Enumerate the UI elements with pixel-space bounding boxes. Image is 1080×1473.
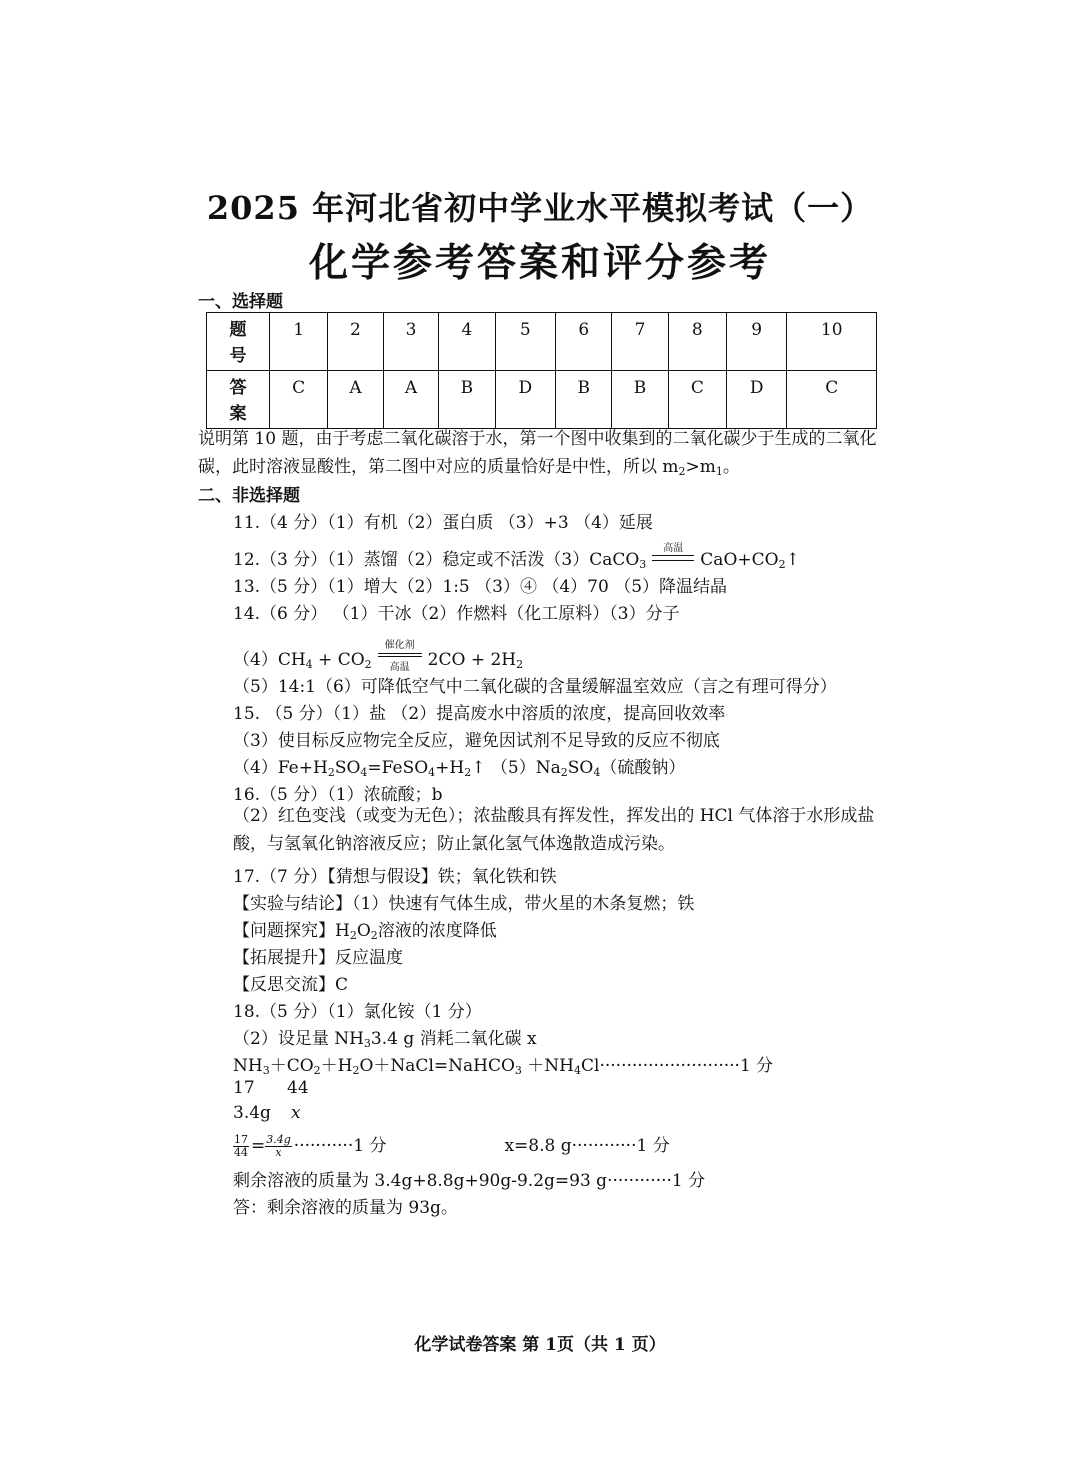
subscript: 2	[327, 766, 335, 779]
subscript: 2	[516, 658, 524, 671]
exam-title: 2025 年河北省初中学业水平模拟考试（一）	[206, 189, 874, 227]
molar-mass-nh3: 17	[233, 1078, 255, 1098]
table-cell: 3	[383, 313, 439, 371]
molar-mass-row	[233, 1078, 309, 1098]
answer-text: 2CO + 2H	[427, 650, 517, 670]
subscript: 4	[593, 766, 601, 779]
mass-row	[233, 1103, 301, 1123]
answer-18: 18.（5 分）（1）氯化铵（1 分）	[233, 1002, 482, 1022]
answer-text: Cl··························1 分	[581, 1056, 774, 1076]
subscript: 1	[715, 465, 723, 478]
subscript: 4	[360, 766, 368, 779]
table-cell: C	[270, 371, 328, 429]
subscript: 3	[639, 558, 647, 571]
table-row-answers	[207, 371, 877, 429]
answer-text: +H	[435, 758, 465, 778]
subscript: 2	[560, 766, 568, 779]
fraction	[265, 1134, 292, 1159]
fraction-denominator: 44	[234, 1146, 248, 1159]
answer-text: ↑	[785, 550, 800, 570]
answer-17-extension: 【拓展提升】反应温度	[233, 948, 403, 968]
answer-13: 13.（5 分）（1）增大（2）1:5 （3）④ （4）70 （5）降温结晶	[233, 577, 728, 597]
table-cell: 8	[668, 313, 726, 371]
molar-mass-co2: 44	[287, 1078, 309, 1098]
table-cell: C	[787, 371, 877, 429]
answer-11: 11.（4 分）（1）有机（2）蛋白质 （3）+3 （4）延展	[233, 513, 653, 533]
equals-sign: =	[251, 1136, 266, 1156]
answer-12	[233, 545, 800, 570]
answer-text: （4）Fe+H	[233, 758, 328, 778]
fraction-numerator: 17	[234, 1133, 248, 1146]
table-cell: D	[726, 371, 786, 429]
table-cell: 10	[787, 313, 877, 371]
table-cell: B	[612, 371, 668, 429]
subscript: 2	[352, 1064, 360, 1077]
answer-text: （2）设足量 NH	[233, 1029, 364, 1049]
ratio-row	[233, 1131, 670, 1159]
subscript: 2	[349, 929, 357, 942]
answer-text: =FeSO	[367, 758, 429, 778]
answer-text: O＋NaCl=NaHCO	[359, 1056, 515, 1076]
subscript: 2	[313, 1064, 321, 1077]
condition-label: 高温	[663, 543, 684, 554]
row-header-answer	[207, 371, 270, 429]
note-text: 说明第 10 题，由于考虑二氧化碳溶于水，第一个图中收集到的二氧化碳少于生成的二氧化碳，此时溶液显酸性，第二图中对应的质量恰好是中性，所以 m	[198, 429, 877, 477]
table-cell: 1	[270, 313, 328, 371]
reaction-condition	[650, 543, 696, 565]
answer-17-experiment: 【实验与结论】（1）快速有气体生成，带火星的木条复燃；铁	[233, 894, 695, 914]
subscript: 4	[574, 1064, 582, 1077]
section-heading-choice: 一、选择题	[198, 292, 283, 312]
remaining-solution-calc: 剩余溶液的质量为 3.4g+8.8g+90g-9.2g=93 g············1 分	[233, 1171, 706, 1191]
answer-text: SO	[567, 758, 594, 778]
table-cell: A	[328, 371, 384, 429]
table-cell: 9	[726, 313, 786, 371]
answer-16-2: （2）红色变浅（或变为无色）；浓盐酸具有挥发性，挥发出的 HCl 气体溶于水形成盐酸，与氢氧化钠溶液反应；防止氯化氢气体逸散造成污染。	[233, 806, 875, 854]
table-cell: D	[495, 371, 555, 429]
table-cell: 5	[495, 313, 555, 371]
row-header-question	[207, 313, 270, 371]
table-cell: 7	[612, 313, 668, 371]
subscript: 2	[678, 465, 686, 478]
answer-18-2	[233, 1024, 537, 1049]
answer-text: ＋NH	[521, 1056, 575, 1076]
subscript: 4	[428, 766, 436, 779]
answer-text: 【问题探究】H	[233, 921, 350, 941]
table-cell: 6	[556, 313, 612, 371]
table-cell: A	[383, 371, 439, 429]
answer-text: SO	[334, 758, 361, 778]
answer-14: 14.（6 分） （1）干冰（2）作燃料（化工原料）（3）分子	[233, 604, 680, 624]
table-cell: B	[439, 371, 495, 429]
answer-16: 16.（5 分）（1）浓硫酸；b	[233, 785, 443, 805]
condition-label-top: 催化剂	[384, 639, 415, 651]
subscript: 3	[262, 1064, 270, 1077]
answer-14-5: （5）14:1（6）可降低空气中二氧化碳的含量缓解温室效应（言之有理可得分）	[233, 677, 837, 697]
answer-table	[206, 312, 877, 429]
answer-text: O	[356, 921, 371, 941]
subscript: 2	[464, 766, 472, 779]
note-text: >m	[685, 457, 716, 477]
answer-17-reflection: 【反思交流】C	[233, 975, 349, 995]
row-header-question-text: 题号	[229, 320, 247, 366]
condition-label-bottom: 高温	[389, 661, 410, 673]
answer-key-title: 化学参考答案和评分参考	[308, 240, 771, 286]
mass-nh3: 3.4g	[233, 1103, 271, 1123]
mass-x: x	[291, 1103, 301, 1123]
subscript: 3	[363, 1037, 371, 1050]
table-cell: B	[556, 371, 612, 429]
subscript: 3	[514, 1064, 522, 1077]
answer-text: 3.4 g 消耗二氧化碳 x	[370, 1029, 537, 1049]
table-cell: 4	[439, 313, 495, 371]
answer-text: ↑ （5）Na	[471, 758, 561, 778]
answer-17: 17.（7 分）【猜想与假设】铁；氧化铁和铁	[233, 867, 557, 887]
fraction-denominator: x	[275, 1146, 282, 1159]
answer-text: ＋CO	[269, 1056, 314, 1076]
answer-text: ＋H	[320, 1056, 353, 1076]
subscript: 4	[305, 658, 313, 671]
answer-text: + CO	[312, 650, 365, 670]
answer-17-inquiry	[233, 916, 497, 941]
final-answer: 答：剩余溶液的质量为 93g。	[233, 1198, 458, 1218]
answer-14-4	[233, 639, 524, 673]
note-text: 。	[722, 457, 740, 477]
points-label: ···········1 分	[293, 1136, 387, 1156]
x-result: x=8.8 g············1 分	[504, 1136, 670, 1156]
reaction-condition	[378, 639, 422, 673]
answer-15-3: （3）使目标反应物完全反应，避免因试剂不足导致的反应不彻底	[233, 731, 720, 751]
section-heading-nonchoice: 二、非选择题	[198, 486, 300, 506]
subscript: 2	[370, 929, 378, 942]
row-header-answer-text: 答案	[229, 378, 247, 424]
answer-15-4	[233, 753, 685, 778]
fraction-numerator: 3.4g	[266, 1133, 291, 1146]
answer-text: （硫酸钠）	[600, 758, 686, 778]
fraction	[233, 1134, 249, 1159]
page-footer: 化学试卷答案 第 1页（共 1 页）	[414, 1335, 666, 1355]
q10-note	[198, 425, 888, 481]
answer-text: （4）CH	[233, 650, 306, 670]
answer-text: NH	[233, 1056, 263, 1076]
answer-text: CaO+CO	[700, 550, 779, 570]
table-cell: C	[668, 371, 726, 429]
subscript: 2	[778, 558, 786, 571]
table-cell: 2	[328, 313, 384, 371]
table-row-numbers	[207, 313, 877, 371]
answer-15: 15. （5 分）（1）盐 （2）提高废水中溶质的浓度，提高回收效率	[233, 704, 726, 724]
answer-text: 溶液的浓度降低	[377, 921, 497, 941]
answer-text: 12.（3 分）（1）蒸馏（2）稳定或不活泼（3）CaCO	[233, 550, 640, 570]
reaction-equation	[233, 1051, 773, 1076]
subscript: 2	[364, 658, 372, 671]
